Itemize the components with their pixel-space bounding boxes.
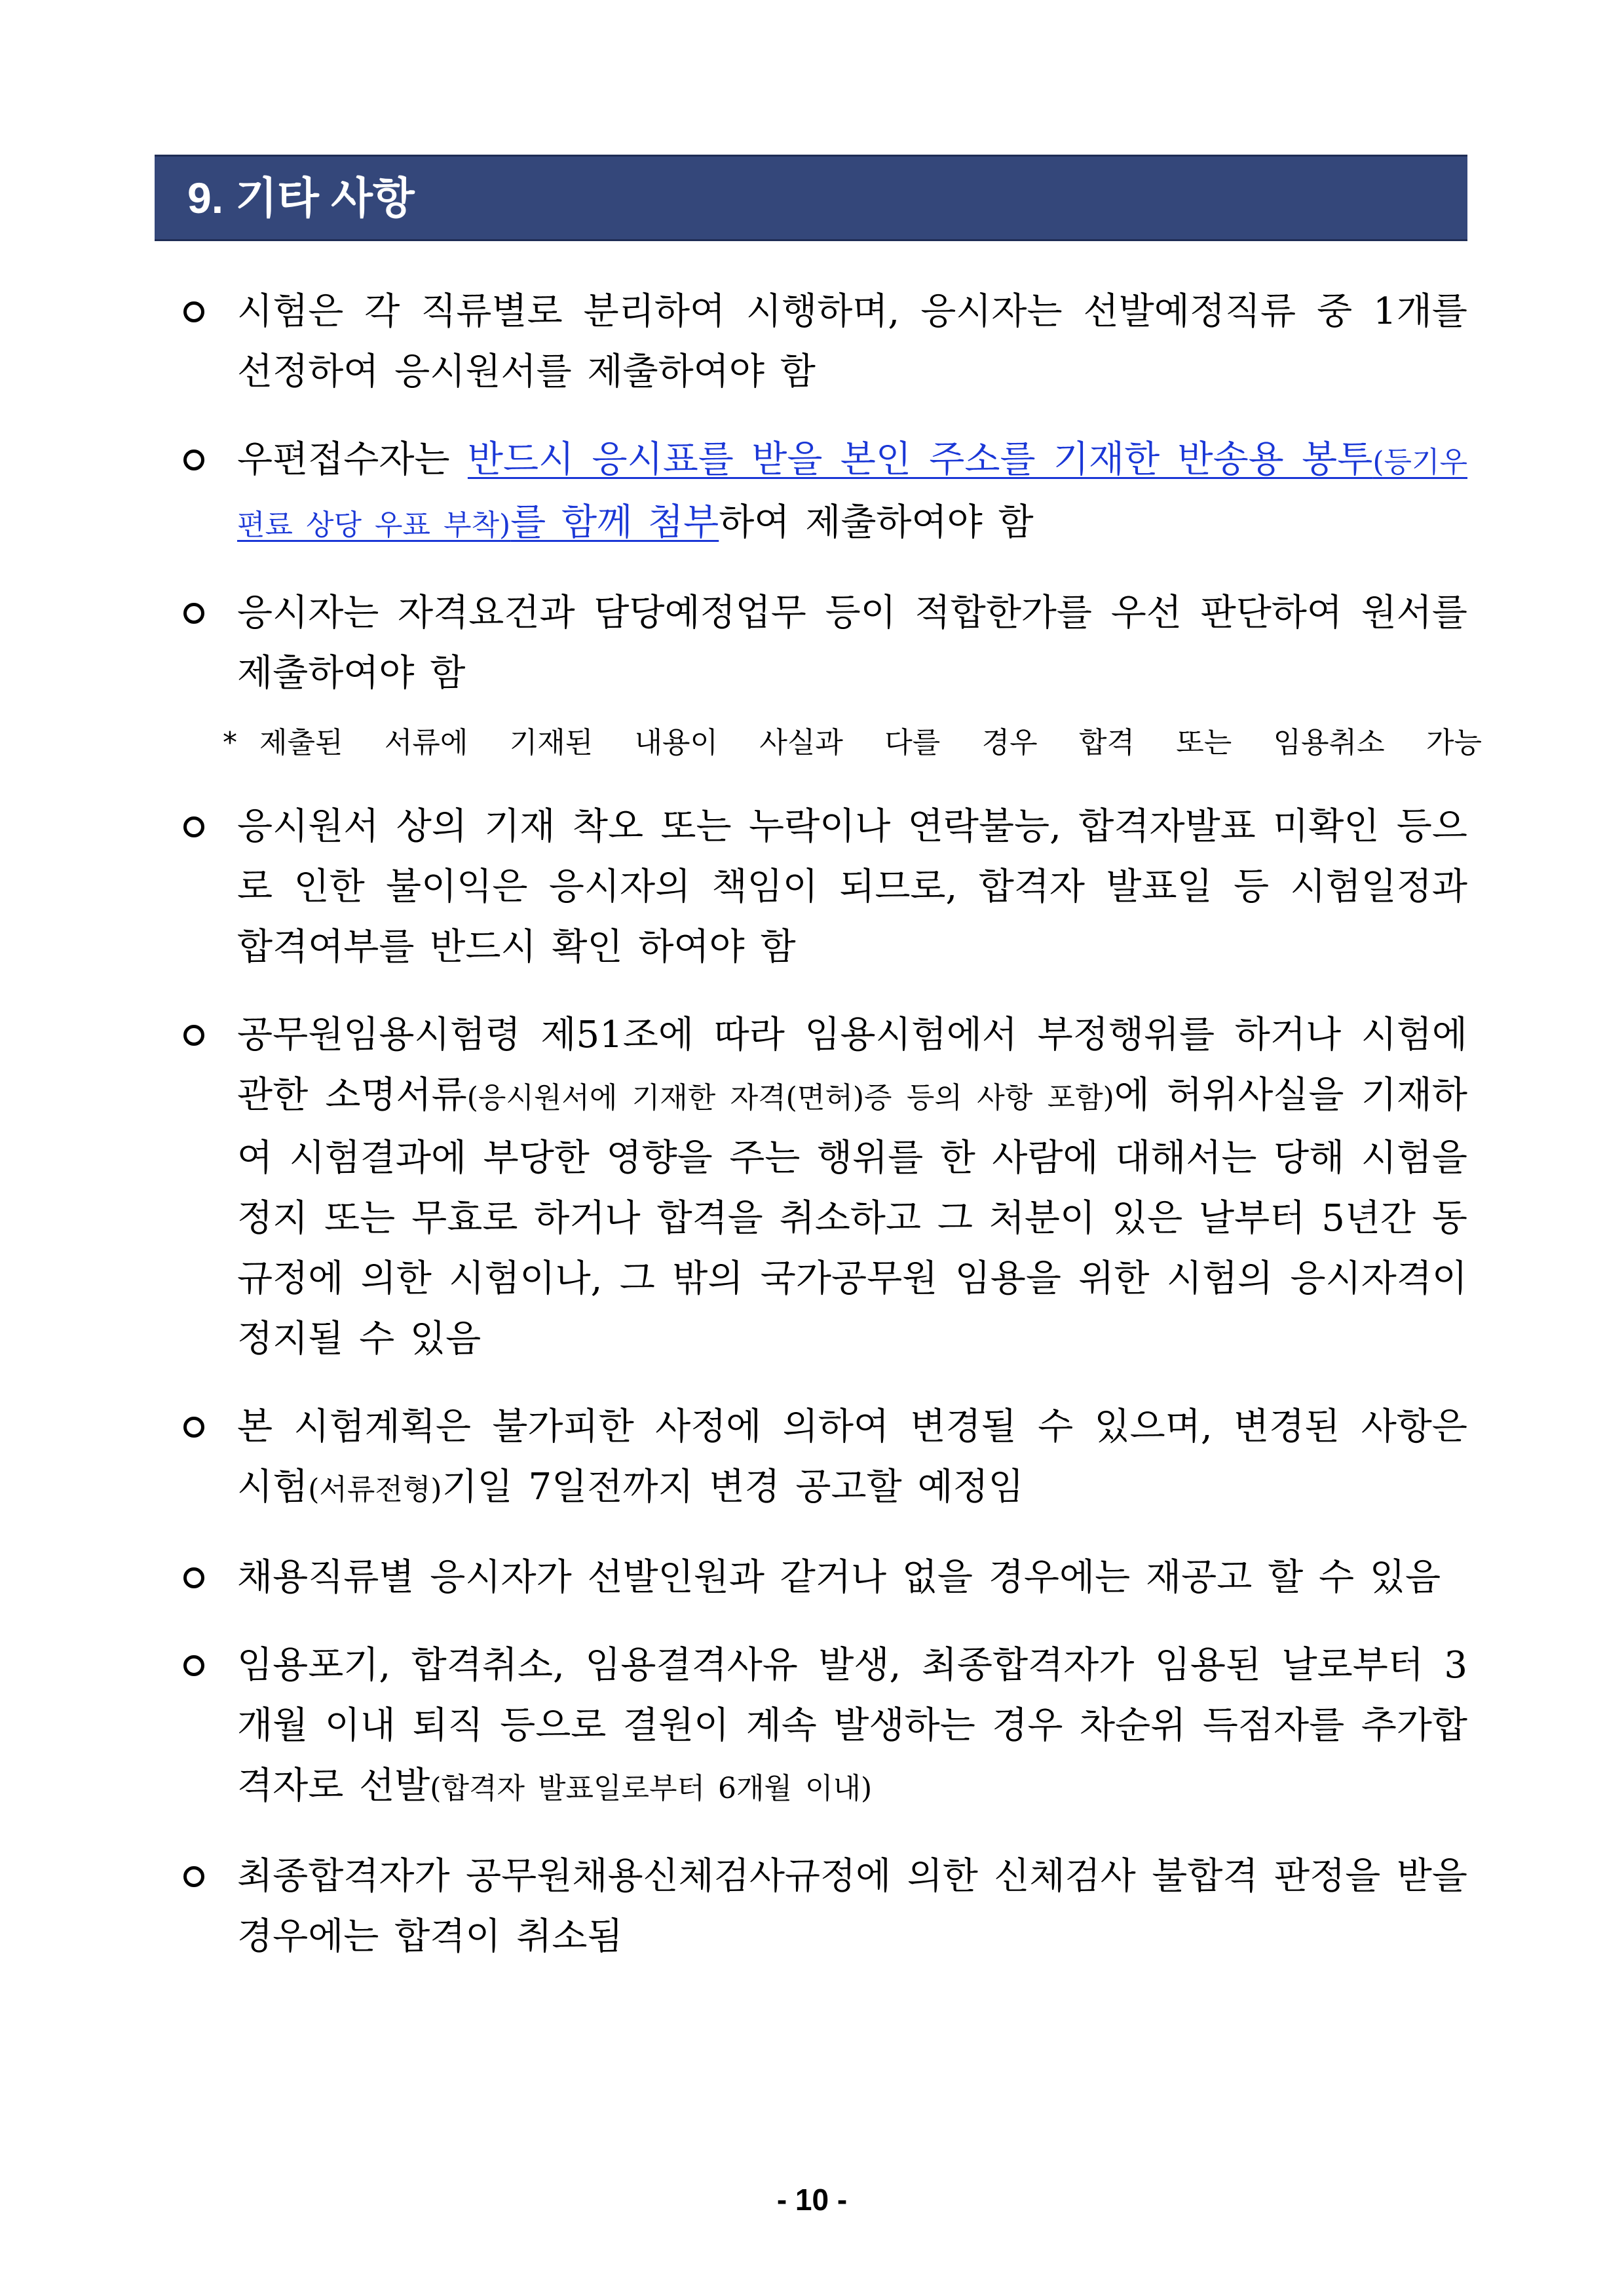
item-text-small: (응시원서에 기재한 자격(면허)증 등의 사항 포함) xyxy=(466,1081,1114,1115)
circle-bullet-icon xyxy=(183,603,204,624)
item-text xyxy=(237,1397,1467,1520)
list-item xyxy=(183,1005,1467,1369)
item-text-pre: 공무원임용시험령 제51조에 따라 임용시험에서 부정행위를 하거나 시험에 관한 소명서류 xyxy=(237,1014,1467,1117)
footnote xyxy=(223,717,1482,769)
circle-bullet-icon xyxy=(183,1655,204,1676)
highlighted-small: (등기우편료 상당 우표 부착) xyxy=(237,446,1467,542)
list-item xyxy=(183,1548,1467,1608)
item-text xyxy=(237,1636,1467,1819)
item-text-pre: 본 시험계획은 불가피한 사정에 의하여 변경될 수 있으며, 변경된 사항은 시험 xyxy=(237,1406,1467,1508)
list-item xyxy=(183,797,1467,978)
item-text: 응시자는 자격요건과 담당예정업무 등이 적합한가를 우선 판단하여 원서를 제출하여야 함 xyxy=(237,592,1467,695)
footnote-text: 제출된 서류에 기재된 내용이 사실과 다를 경우 합격 또는 임용취소 가능 xyxy=(259,726,1482,759)
item-list xyxy=(183,282,1482,1995)
item-text-post: 에 허위사실을 기재하여 시험결과에 부당한 영향을 주는 행위를 한 사람에 대해서는 당해 시험을 정지 또는 무효로 하거나 합격을 취소하고 그 처분이 있은 날부터 5년간 동 규정에 의한 시험이나, 그 밖의 국가공무원 임용을 위한 시험의 응시자격이 정지될 수 있음 xyxy=(237,1074,1467,1360)
item-text-post: 기일 7일전까지 변경 공고할 예정임 xyxy=(442,1466,1024,1508)
item-text-small: (서류전형) xyxy=(308,1473,442,1506)
item-text: 채용직류별 응시자가 선발인원과 같거나 없을 경우에는 재공고 할 수 있음 xyxy=(237,1556,1441,1599)
footnote-mark: * xyxy=(223,726,237,759)
item-text: 시험은 각 직류별로 분리하여 시행하며, 응시자는 선발예정직류 중 1개를 선정하여 응시원서를 제출하여야 함 xyxy=(237,290,1467,393)
circle-bullet-icon xyxy=(183,301,204,322)
highlighted-tail: 를 함께 첨부 xyxy=(510,501,719,544)
list-item xyxy=(183,1397,1467,1520)
item-text: 최종합격자가 공무원채용신체검사규정에 의한 신체검사 불합격 판정을 받을 경우에는 합격이 취소됨 xyxy=(237,1855,1467,1958)
item-text-pre: 임용포기, 합격취소, 임용결격사유 발생, 최종합격자가 임용된 날로부터 3개월 이내 퇴직 등으로 결원이 계속 발생하는 경우 차순위 득점자를 추가합격자로 선발 xyxy=(237,1644,1467,1807)
circle-bullet-icon xyxy=(183,1025,204,1046)
item-text xyxy=(237,1005,1467,1369)
list-item xyxy=(183,430,1467,556)
section-title: 9. 기타 사항 xyxy=(187,174,415,222)
list-item xyxy=(183,1846,1467,1967)
item-text xyxy=(237,430,1467,556)
circle-bullet-icon xyxy=(183,1417,204,1438)
list-item xyxy=(183,1636,1467,1819)
page-number: - 10 - xyxy=(776,2183,848,2217)
circle-bullet-icon xyxy=(183,450,204,470)
item-text: 응시원서 상의 기재 착오 또는 누락이나 연락불능, 합격자발표 미확인 등으로 인한 불이익은 응시자의 책임이 되므로, 합격자 발표일 등 시험일정과 합격여부를 반드시 확인 하여야 함 xyxy=(237,805,1467,968)
section-header xyxy=(155,155,1467,241)
list-item xyxy=(183,583,1467,704)
circle-bullet-icon xyxy=(183,816,204,837)
item-text-small: (합격자 발표일로부터 6개월 이내) xyxy=(430,1772,873,1805)
item-text-pre: 우편접수자는 xyxy=(237,438,468,481)
item-text-post: 하여 제출하여야 함 xyxy=(719,501,1034,544)
circle-bullet-icon xyxy=(183,1567,204,1588)
list-item xyxy=(183,282,1467,402)
circle-bullet-icon xyxy=(183,1866,204,1887)
highlighted-main: 반드시 응시표를 받을 본인 주소를 기재한 반송용 봉투 xyxy=(467,438,1373,481)
